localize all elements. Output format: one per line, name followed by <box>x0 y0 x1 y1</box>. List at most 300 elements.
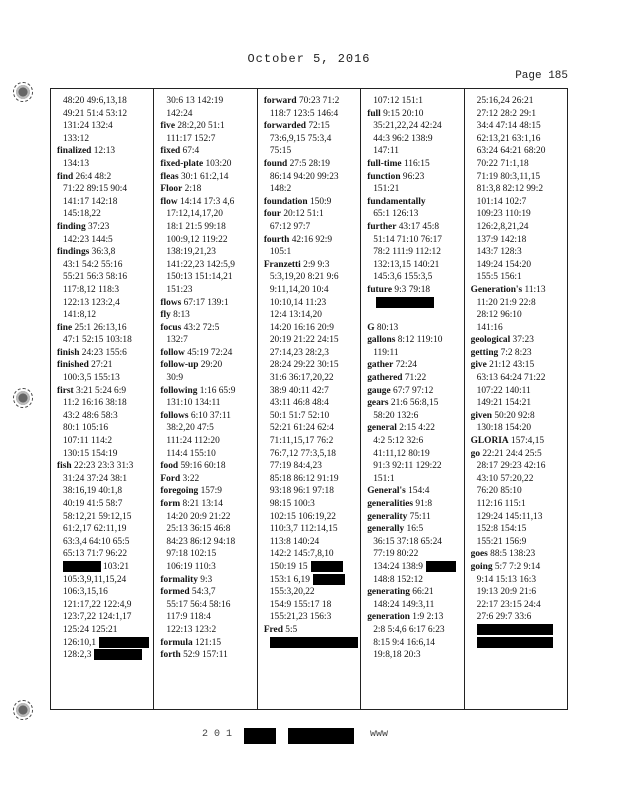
index-line <box>57 158 151 171</box>
index-line <box>160 271 254 284</box>
index-line <box>57 523 151 536</box>
index-line <box>471 221 565 234</box>
page-line-refs: 14:20 20:9 21:22 <box>166 511 231 522</box>
page-line-refs: 70:23 71:2 <box>298 96 340 106</box>
index-term: go <box>470 448 480 459</box>
page-line-refs: 148:8 152:12 <box>373 574 423 585</box>
index-line <box>160 485 254 498</box>
index-line <box>367 183 461 196</box>
footer-right-text: www <box>370 729 389 740</box>
page-line-refs: 63:13 64:24 71:22 <box>476 373 546 384</box>
index-line <box>264 221 358 234</box>
index-term: forwarded <box>263 121 306 132</box>
index-line <box>160 120 254 133</box>
page-line-refs: 128:2,3 <box>63 650 92 661</box>
page-line-refs: 101:14 102:7 <box>476 196 527 207</box>
page-line-refs: 149:21 154:21 <box>476 398 532 409</box>
page-line-refs: 98:15 100:3 <box>269 499 315 509</box>
index-line <box>367 171 461 184</box>
page-line-refs: 107:11 114:2 <box>63 436 113 447</box>
index-line <box>471 95 565 108</box>
page-line-refs: 148:2 <box>269 184 292 195</box>
page-line-refs: 38:9 40:11 42:7 <box>269 385 329 396</box>
index-line <box>471 561 565 574</box>
index-line <box>160 498 254 511</box>
page-line-refs: 96:23 <box>402 171 425 182</box>
index-line <box>367 649 461 662</box>
page-line-refs: 31:6 36:17,20,22 <box>269 373 334 384</box>
index-line <box>367 271 461 284</box>
index-line <box>471 208 565 221</box>
page-line-refs: 70:22 71:1,18 <box>476 158 529 169</box>
index-term: fine <box>57 322 73 333</box>
index-term: function <box>367 171 401 182</box>
redaction-block <box>311 561 343 572</box>
index-term: finalized <box>57 146 92 157</box>
index-line <box>471 145 565 158</box>
word-index-table <box>50 88 568 710</box>
index-term: fly <box>160 310 171 321</box>
index-line <box>57 145 151 158</box>
page-line-refs: 35:21,22,24 42:24 <box>373 121 442 132</box>
page-line-refs: 117:9 118:4 <box>166 612 211 623</box>
redaction-block <box>270 637 358 648</box>
index-term: five <box>160 121 175 132</box>
index-line <box>367 485 461 498</box>
page-line-refs: 129:24 145:11,13 <box>476 511 543 522</box>
page-line-refs: 122:13 123:2,4 <box>63 297 120 308</box>
index-line <box>471 347 565 360</box>
page-line-refs: 145:3,6 155:3,5 <box>373 272 433 283</box>
index-term: fundamentally <box>367 196 426 207</box>
page-line-refs: 38:16,19 40:1,8 <box>63 486 123 497</box>
page-line-refs: 157:9 <box>200 486 222 497</box>
index-line <box>160 637 254 650</box>
page-line-refs: 121:17,22 122:4,9 <box>63 599 132 610</box>
index-line <box>57 171 151 184</box>
page-line-refs: 25:13 36:15 46:8 <box>166 524 231 535</box>
index-line <box>367 586 461 599</box>
index-line <box>57 435 151 448</box>
page-line-refs: 6:10 37:11 <box>190 410 231 421</box>
page-line-refs: 52:9 157:11 <box>183 650 228 661</box>
page-line-refs: 14:14 17:3 4,6 <box>179 196 235 207</box>
index-line <box>160 649 254 662</box>
index-line <box>160 385 254 398</box>
index-line <box>471 473 565 486</box>
index-line <box>160 347 254 360</box>
page-line-refs: 67:17 139:1 <box>183 297 229 308</box>
page-line-refs: 150:19 15 <box>269 561 308 572</box>
index-line <box>264 334 358 347</box>
page-line-refs: 71:11,15,17 76:2 <box>269 436 334 447</box>
page-line-refs: 141:22,23 142:5,9 <box>166 259 235 270</box>
index-line <box>367 548 461 561</box>
page-line-refs: 114:4 155:10 <box>166 448 216 459</box>
page-line-refs: 27:12 28:2 29:1 <box>476 108 537 119</box>
index-line <box>160 511 254 524</box>
index-term: General's <box>367 486 406 497</box>
index-line <box>57 259 151 272</box>
index-line <box>471 133 565 146</box>
page-line-refs: 29:20 <box>200 360 223 371</box>
index-line <box>160 259 254 272</box>
index-line <box>57 586 151 599</box>
page-line-refs: 18:1 21:5 99:18 <box>166 221 226 232</box>
page-line-refs: 86:14 94:20 99:23 <box>269 171 339 182</box>
index-column <box>51 89 154 709</box>
index-line <box>264 473 358 486</box>
page-line-refs: 105:3,9,11,15,24 <box>63 574 127 585</box>
page-line-refs: 30:6 13 142:19 <box>166 96 224 106</box>
index-line <box>264 271 358 284</box>
index-line <box>367 599 461 612</box>
page-line-refs: 91:3 92:11 129:22 <box>373 461 442 472</box>
index-term: geological <box>470 335 511 346</box>
index-line <box>57 183 151 196</box>
redaction-block <box>94 649 142 660</box>
index-line <box>367 133 461 146</box>
index-term: formula <box>160 637 193 648</box>
page-line-refs: 2:9 9:3 <box>303 259 330 270</box>
page-line-refs: 78:2 111:9 112:12 <box>373 247 441 258</box>
index-line <box>367 397 461 410</box>
index-term: flows <box>160 297 182 308</box>
index-line <box>264 561 358 574</box>
index-line <box>264 234 358 247</box>
page-line-refs: 72:24 <box>395 360 417 371</box>
page-line-refs: 21:12 43:15 <box>489 360 535 371</box>
index-line <box>471 359 565 372</box>
page-line-refs: 157:4,15 <box>511 436 545 447</box>
index-line <box>160 234 254 247</box>
page-line-refs: 8:15 9:4 16:6,14 <box>373 637 435 648</box>
index-term: getting <box>470 347 499 358</box>
page-line-refs: 151:21 <box>373 184 400 195</box>
index-term: gathered <box>367 373 403 384</box>
index-term: generally <box>367 524 405 535</box>
page-line-refs: 2:8 5:4,6 6:17 6:23 <box>373 624 445 635</box>
index-term: G <box>367 322 375 333</box>
page-line-refs: 58:20 132:6 <box>373 410 419 421</box>
index-line <box>367 637 461 650</box>
index-line <box>160 548 254 561</box>
index-line <box>264 145 358 158</box>
index-term: finish <box>57 347 80 358</box>
redaction-block <box>244 728 276 744</box>
index-line <box>57 397 151 410</box>
index-line <box>57 95 151 108</box>
index-line <box>367 95 461 108</box>
page-line-refs: 11:2 16:16 38:18 <box>63 398 127 409</box>
index-line <box>367 473 461 486</box>
index-line <box>57 372 151 385</box>
page-line-refs: 52:21 61:24 62:4 <box>269 423 334 434</box>
index-term: fleas <box>160 171 179 182</box>
index-line <box>264 309 358 322</box>
page-line-refs: 27:5 28:19 <box>289 158 330 169</box>
index-line <box>57 221 151 234</box>
index-line <box>57 334 151 347</box>
page-line-refs: 112:16 115:1 <box>476 499 526 509</box>
page-line-refs: 100:9,12 119:22 <box>166 234 228 245</box>
index-line <box>471 611 565 624</box>
index-line <box>264 498 358 511</box>
page-line-refs: 51:14 71:10 76:17 <box>373 234 442 245</box>
page-line-refs: 9:11,14,20 10:4 <box>269 284 329 295</box>
index-line <box>367 234 461 247</box>
index-line <box>57 359 151 372</box>
index-line <box>367 385 461 398</box>
index-line <box>57 473 151 486</box>
index-line <box>57 347 151 360</box>
page-line-refs: 45:19 72:24 <box>187 347 233 358</box>
page-line-refs: 123:7,22 124:1,17 <box>63 612 132 623</box>
page-line-refs: 9:15 20:10 <box>383 108 424 119</box>
index-term: gather <box>367 360 394 371</box>
redaction-block <box>477 637 553 648</box>
redaction-block <box>426 561 456 572</box>
index-term: gallons <box>367 335 396 346</box>
index-line <box>471 259 565 272</box>
punch-hole-icon <box>13 700 33 720</box>
index-line <box>264 624 358 637</box>
index-line <box>367 523 461 536</box>
page-line-refs: 3:21 5:24 6:9 <box>76 385 127 396</box>
index-line <box>57 448 151 461</box>
index-line <box>367 334 461 347</box>
index-line <box>160 95 254 108</box>
index-line <box>264 599 358 612</box>
index-line <box>471 448 565 461</box>
page-line-refs: 25:1 26:13,16 <box>74 322 127 333</box>
index-term: generalities <box>367 499 414 509</box>
page-line-refs: 118:7 123:5 146:4 <box>269 108 339 119</box>
index-term: first <box>57 385 74 396</box>
page-line-refs: 10:10,14 11:23 <box>269 297 327 308</box>
index-line <box>471 536 565 549</box>
index-column <box>465 89 567 709</box>
index-line <box>160 448 254 461</box>
page-line-refs: 2:15 4:22 <box>399 423 435 434</box>
page-line-refs: 50:20 92:8 <box>494 410 535 421</box>
page-line-refs: 26:4 48:2 <box>75 171 112 182</box>
index-line <box>264 460 358 473</box>
page-line-refs: 137:9 142:18 <box>476 234 527 245</box>
page-line-refs: 49:21 51:4 53:12 <box>63 108 128 119</box>
index-line <box>367 145 461 158</box>
index-line <box>471 196 565 209</box>
page-line-refs: 155:21,23 156:3 <box>269 612 332 623</box>
index-line <box>367 347 461 360</box>
index-line <box>160 536 254 549</box>
index-line <box>264 586 358 599</box>
page-line-refs: 41:11,12 80:19 <box>373 448 430 459</box>
index-term: formality <box>160 574 198 585</box>
index-line <box>160 322 254 335</box>
page-line-refs: 55:21 56:3 58:16 <box>63 272 128 283</box>
page-line-refs: 142:23 144:5 <box>63 234 113 245</box>
footer-left-text: 2 0 1 <box>202 729 233 740</box>
page-line-refs: 19:13 20:9 21:6 <box>476 587 537 598</box>
index-term: form <box>160 499 181 509</box>
index-line <box>264 183 358 196</box>
page-line-refs: 130:15 154:19 <box>63 448 118 459</box>
index-line <box>264 448 358 461</box>
index-line <box>264 120 358 133</box>
page-line-refs: 62:13,21 63:1,16 <box>476 133 541 144</box>
index-line <box>160 309 254 322</box>
page-line-refs: 17:12,14,17,20 <box>166 209 223 220</box>
index-line <box>471 397 565 410</box>
index-line <box>471 234 565 247</box>
index-term: forth <box>160 650 181 661</box>
index-line <box>160 599 254 612</box>
index-line <box>160 284 254 297</box>
index-term: follow-up <box>160 360 199 371</box>
page-line-refs: 76:7,12 77:3,5,18 <box>269 448 336 459</box>
page-line-refs: 28:24 29:22 30:15 <box>269 360 339 371</box>
index-term: Franzetti <box>263 259 301 270</box>
page-line-refs: 9:3 79:18 <box>394 284 431 295</box>
page-line-refs: 22:17 23:15 24:4 <box>476 599 541 610</box>
index-line <box>367 536 461 549</box>
page-line-refs: 103:20 <box>205 158 232 169</box>
index-line <box>264 108 358 121</box>
page-line-refs: 143:7 128:3 <box>476 247 522 258</box>
index-term: GLORIA <box>470 436 509 447</box>
index-line <box>160 435 254 448</box>
redaction-block <box>313 574 345 585</box>
index-line <box>160 561 254 574</box>
index-term: goes <box>470 549 488 560</box>
index-line <box>160 372 254 385</box>
page-line-refs: 107:22 140:11 <box>476 385 531 396</box>
index-term: fixed-plate <box>160 158 204 169</box>
page-line-refs: 30:9 <box>166 373 184 384</box>
index-line <box>264 485 358 498</box>
page-line-refs: 3:22 <box>182 473 200 484</box>
page-line-refs: 2:18 <box>184 184 202 195</box>
page-line-refs: 1:16 65:9 <box>199 385 236 396</box>
page-line-refs: 116:15 <box>403 158 430 169</box>
page-line-refs: 77:19 84:4,23 <box>269 461 322 472</box>
index-line <box>471 523 565 536</box>
index-line <box>367 297 461 310</box>
page-line-refs: 22:21 24:4 25:5 <box>482 448 542 459</box>
index-line <box>264 548 358 561</box>
page-line-refs: 40:19 41:5 58:7 <box>63 499 123 509</box>
index-line <box>264 397 358 410</box>
page-line-refs: 73:6,9,15 75:3,4 <box>269 133 332 144</box>
index-line <box>264 158 358 171</box>
index-line <box>57 133 151 146</box>
redaction-block <box>63 561 101 572</box>
index-line <box>264 297 358 310</box>
index-line <box>160 133 254 146</box>
page-line-refs: 5:3,19,20 8:21 9:6 <box>269 272 339 283</box>
index-line <box>471 422 565 435</box>
page-line-refs: 28:12 96:10 <box>476 310 522 321</box>
index-line <box>471 649 565 662</box>
punch-hole-icon <box>13 82 33 102</box>
page-line-refs: 19:8,18 20:3 <box>373 650 421 661</box>
index-line <box>264 322 358 335</box>
index-line <box>57 611 151 624</box>
page-line-refs: 107:12 151:1 <box>373 96 423 106</box>
index-line <box>160 221 254 234</box>
index-line <box>264 574 358 587</box>
index-line <box>264 347 358 360</box>
page-line-refs: 27:6 29:7 33:6 <box>476 612 532 623</box>
page-line-refs: 72:15 <box>308 121 330 132</box>
index-line <box>471 158 565 171</box>
page-line-refs: 102:15 106:19,22 <box>269 511 336 522</box>
redaction-block <box>288 728 354 744</box>
page-line-refs: 20:19 21:22 24:15 <box>269 335 339 346</box>
index-line <box>471 410 565 423</box>
page-line-refs: 28:17 29:23 42:16 <box>476 461 546 472</box>
page-line-refs: 14:20 16:16 20:9 <box>269 322 334 333</box>
index-line <box>264 246 358 259</box>
index-line <box>57 208 151 221</box>
index-line <box>160 158 254 171</box>
page-line-refs: 1:9 2:13 <box>412 612 444 623</box>
page-line-refs: 43:1 54:2 55:16 <box>63 259 123 270</box>
index-line <box>57 599 151 612</box>
page-line-refs: 16:5 <box>406 524 424 535</box>
page-line-refs: 111:24 112:20 <box>166 436 220 447</box>
index-term: foundation <box>263 196 308 207</box>
index-line <box>367 120 461 133</box>
page-line-refs: 113:8 140:24 <box>269 536 320 547</box>
page-line-refs: 84:23 86:12 94:18 <box>166 536 236 547</box>
index-line <box>57 536 151 549</box>
page-line-refs: 12:4 13:14,20 <box>269 310 322 321</box>
index-term: formed <box>160 587 190 598</box>
index-line <box>57 410 151 423</box>
page-line-refs: 43:2 48:6 58:3 <box>63 410 118 421</box>
index-line <box>264 511 358 524</box>
page-line-refs: 151:23 <box>166 284 193 295</box>
index-term: food <box>160 461 179 472</box>
index-term: follow <box>160 347 185 358</box>
page-line-refs: 31:24 37:24 38:1 <box>63 473 128 484</box>
index-line <box>57 498 151 511</box>
index-line <box>160 171 254 184</box>
index-line <box>160 523 254 536</box>
page-line-refs: 27:21 <box>91 360 113 371</box>
page-line-refs: 71:19 80:3,11,15 <box>476 171 541 182</box>
index-line <box>160 473 254 486</box>
page-line-refs: 43:11 46:8 48:4 <box>269 398 329 409</box>
page-line-refs: 75:15 <box>269 146 292 157</box>
page-line-refs: 91:8 <box>415 499 433 509</box>
index-term: fourth <box>263 234 290 245</box>
page-line-refs: 20:12 51:1 <box>283 209 324 220</box>
index-line <box>471 460 565 473</box>
index-line <box>471 322 565 335</box>
page-line-refs: 155:3,20,22 <box>269 587 315 598</box>
index-line <box>471 548 565 561</box>
page-line-refs: 30:1 61:2,14 <box>180 171 229 182</box>
page-line-refs: 43:2 72:5 <box>183 322 220 333</box>
page-line-refs: 61:2,17 62:11,19 <box>63 524 127 535</box>
index-line <box>264 171 358 184</box>
page-number: Page 185 <box>515 70 568 82</box>
page-line-refs: 44:3 96:2 138:9 <box>373 133 433 144</box>
index-line <box>160 108 254 121</box>
